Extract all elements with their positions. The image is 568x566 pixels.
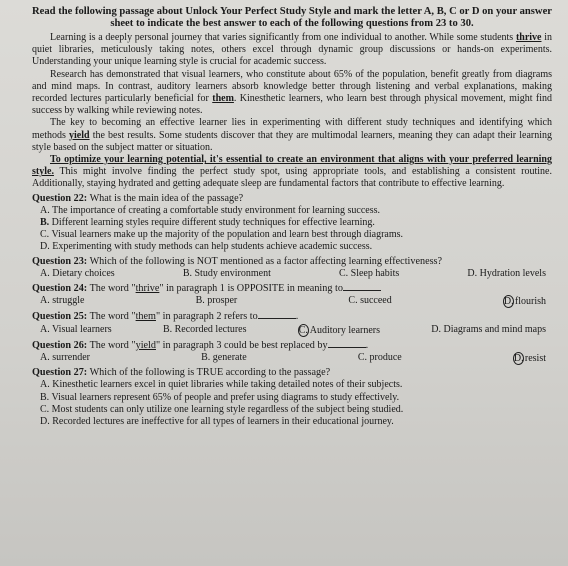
option-c[interactable]: C. Most students can only utilize one learning style regardless of the subject being studied.	[40, 403, 404, 415]
option-a[interactable]: A. The importance of creating a comfortable study environment for learning success.	[40, 204, 380, 216]
option-a[interactable]: A. struggle	[40, 295, 85, 307]
passage-paragraph-1: Learning is a deeply personal journey that varies significantly from one individual to another. While some students thrive in quiet libraries, meticulously taking notes, others excel through dynamic group discussions or hands-on experiments. Understanding your unique learning style is crucial for academic success.	[32, 32, 552, 68]
answer-blank	[328, 339, 366, 348]
question-stem: Question 25: The word "them" in paragraph 2 refers to .	[32, 311, 299, 323]
question-stem: Question 23: Which of the following is NOT mentioned as a factor affecting learning effectiveness?	[32, 255, 443, 267]
question-stem: Question 24: The word "thrive" in paragraph 1 is OPPOSITE in meaning to	[32, 282, 552, 295]
answer-mark: B.	[40, 217, 50, 229]
option-d[interactable]: D. Diagrams and mind maps	[431, 323, 546, 335]
passage-paragraph-2: Research has demonstrated that visual learners, who constitute about 65% of the population, benefit greatly from diagrams and mind maps. In contrast, auditory learners absorb knowledge better through listening and verbal explanations, making recorded lectures particularly beneficial for them. Kinesthetic learners, who learn best through physical movement, might find success by walking while reviewing notes.	[32, 68, 552, 117]
passage-paragraph-4: To optimize your learning potential, it's essential to create an environment that aligns with your preferred learning style. This might involve finding the perfect study spot, using appropriate tools, and establishing a consistent routine. Additionally, staying hydrated and getting adequate sleep are fundamental factors that contribute to effective learning.	[32, 154, 552, 190]
options-row	[32, 295, 552, 308]
options-row	[32, 268, 552, 280]
answer-circle: D.	[513, 353, 524, 365]
option-b[interactable]: B. generate	[201, 352, 247, 364]
option-d[interactable]: D. Experimenting with study methods can help students achieve academic success.	[40, 241, 373, 253]
word-them: them	[212, 93, 234, 105]
option-a[interactable]: A. surrender	[40, 352, 90, 364]
passage-paragraph-3: The key to becoming an effective learner lies in experimenting with different study techniques and identifying which methods yield the best results. Some students discover that they are multimodal learners, meaning they can adapt their learning style based on the subject matter or situation.	[32, 117, 552, 153]
option-a[interactable]: A. Visual learners	[40, 323, 112, 335]
option-c[interactable]: C. produce	[357, 352, 402, 364]
options-row	[32, 352, 552, 365]
option-d[interactable]: D. Hydration levels	[467, 267, 546, 279]
answer-blank	[343, 282, 381, 291]
question-26	[32, 339, 552, 365]
option-c[interactable]: C. Visual learners make up the majority of the population and learn best through diagrams.	[40, 229, 404, 241]
option-c[interactable]: C. Sleep habits	[338, 267, 400, 279]
options-row	[32, 324, 552, 337]
instructions: Read the following passage about Unlock Your Perfect Study Style and mark the letter A, B, C or D on your answer sheet to indicate the best answer to each of the following questions from 23 to 30.	[32, 6, 552, 29]
option-a[interactable]: A. Dietary choices	[40, 267, 115, 279]
option-d-selected[interactable]: D.flourish	[503, 296, 546, 308]
option-a[interactable]: A. Kinesthetic learners excel in quiet libraries while taking detailed notes of their subjects.	[40, 379, 403, 391]
question-27	[32, 367, 552, 428]
option-c-selected[interactable]: C. Auditory learners	[298, 324, 381, 336]
option-b[interactable]: B. Visual learners represent 65% of people and prefer using diagrams to study effectively.	[40, 391, 400, 403]
option-b[interactable]: B. Study environment	[182, 267, 271, 279]
option-b[interactable]: B. prosper	[195, 295, 238, 307]
answer-circle: C.	[298, 324, 308, 336]
answer-blank	[258, 310, 296, 319]
word-thrive: thrive	[515, 32, 542, 43]
question-25	[32, 310, 552, 336]
option-b-selected[interactable]: B. Different learning styles require different study techniques for effective learning.	[40, 217, 375, 229]
option-b[interactable]: B. Recorded lectures	[162, 323, 247, 335]
question-stem: Question 27: Which of the following is TRUE according to the passage?	[32, 367, 331, 379]
answer-circle: D.	[503, 296, 514, 308]
passage-topic-sentence: To optimize your learning potential, it's essential to create an environment that aligns with your preferred learning style.	[32, 154, 552, 178]
option-c[interactable]: C. succeed	[348, 295, 392, 307]
option-d-selected[interactable]: D.resist	[513, 353, 546, 365]
worksheet-content	[32, 6, 552, 428]
word-yield: yield	[69, 129, 90, 141]
question-23	[32, 256, 552, 280]
question-stem: Question 26: The word "yield" in paragraph 3 could be best replaced by .	[32, 339, 369, 351]
question-24	[32, 282, 552, 308]
question-stem: Question 22: What is the main idea of the passage?	[32, 192, 244, 204]
option-d[interactable]: D. Recorded lectures are ineffective for all types of learners in their educational journey.	[40, 416, 394, 428]
question-22	[32, 193, 552, 254]
